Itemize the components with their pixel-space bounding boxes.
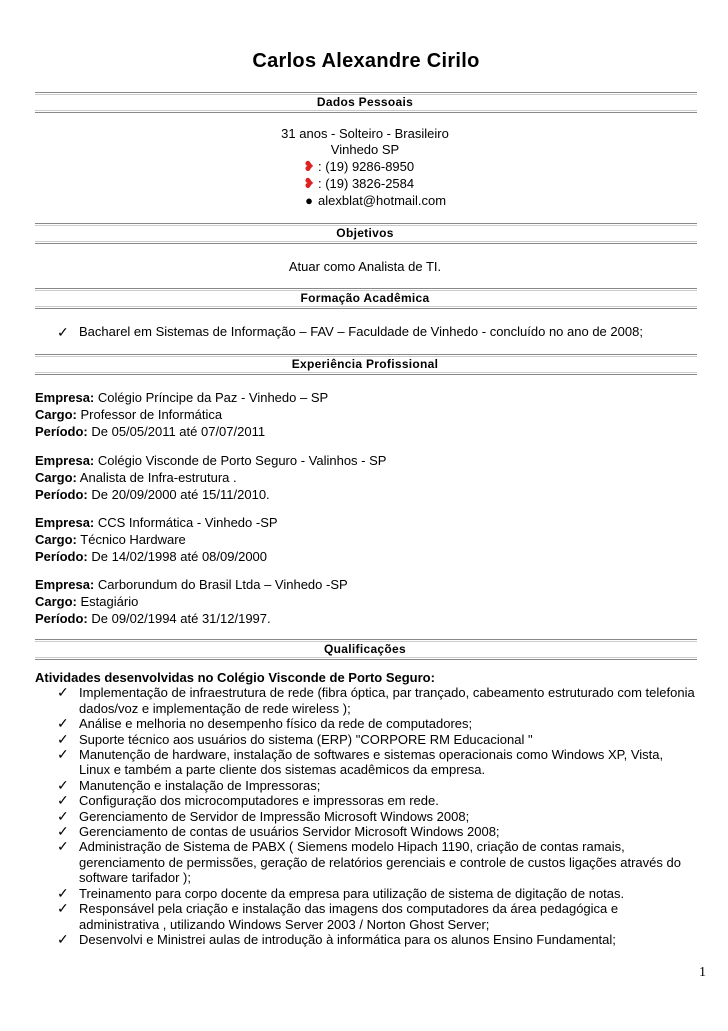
checkmark-icon: ✓ [57,730,69,747]
section-header-formacao [35,288,697,309]
job-period-line [35,548,278,565]
list-item [35,747,697,778]
section-title: Formação Acadêmica [300,291,430,305]
periodo-label: Período: [35,549,88,564]
period-text: De 14/02/1998 até 08/09/2000 [91,549,268,564]
empresa-label: Empresa: [35,453,95,468]
checkmark-icon: ✓ [57,324,69,340]
empresa-label: Empresa: [35,577,95,592]
cargo-label: Cargo: [35,532,77,547]
empresa-label: Empresa: [35,390,95,405]
qualification-text: Suporte técnico aos usuários do sistema (ERP) "CORPORE RM Educacional " [79,731,533,747]
qualification-text: Configuração dos microcomputadores e impressoras em rede. [79,793,439,809]
qualifications-block [35,670,697,947]
qualification-text: Gerenciamento de Servidor de Impressão Microsoft Windows 2008; [79,808,470,824]
job-period-line [35,610,348,627]
periodo-label: Período: [35,424,88,439]
job-role-line [35,469,386,486]
job-entry [35,452,386,503]
personal-summary: 31 anos - Solteiro - Brasileiro [281,126,449,141]
list-item [35,685,697,716]
section-header-objetivos [35,223,697,244]
job-role-line [35,406,328,423]
list-item [35,824,697,839]
phone-icon: ❥ [303,158,315,174]
list-item [35,839,697,885]
qualification-text: Responsável pela criação e instalação das imagens dos computadores da área pedagógica e administrativa , utilizando Windows Server 2003 / Norton Ghost Server; [79,901,619,932]
section-title: Dados Pessoais [316,95,414,109]
job-entry [35,389,328,440]
job-company-line [35,576,348,593]
checkmark-icon: ✓ [57,792,69,809]
objective-text: Atuar como Analista de TI. [288,259,442,274]
job-role-line [35,593,348,610]
checkmark-icon: ✓ [57,776,69,793]
checkmark-icon: ✓ [57,930,69,947]
qualification-text: Desenvolvi e Ministrei aulas de introdução à informática para os alunos Ensino Fundamental; [79,931,616,947]
job-company-line [35,514,278,531]
job-entry [35,576,348,627]
education-list [35,324,697,340]
qualification-text: Manutenção de hardware, instalação de softwares e sistemas operacionais como Windows XP, Vista, Linux e também a parte cliente dos sistemas acadêmicos da empresa. [79,747,664,778]
checkmark-icon: ✓ [57,823,69,840]
period-text: De 09/02/1994 até 31/12/1997. [91,611,271,626]
email-row [300,193,446,208]
checkmark-icon: ✓ [57,684,69,701]
phone-row-1 [300,158,414,175]
qualifications-list [35,685,697,947]
company-name: Carborundum do Brasil Ltda – Vinhedo -SP [97,577,348,592]
job-company-line [35,452,386,469]
checkmark-icon: ✓ [57,807,69,824]
section-title: Objetivos [336,226,394,240]
checkmark-icon: ✓ [57,838,69,855]
list-item [35,793,697,808]
phone-number: : (19) 9286-8950 [318,159,415,174]
cargo-label: Cargo: [35,470,77,485]
role-name: Professor de Informática [80,407,223,422]
list-item [35,809,697,824]
list-item [35,732,697,747]
company-name: Colégio Príncipe da Paz - Vinhedo – SP [97,390,329,405]
section-header-experiencia [35,354,697,375]
period-text: De 05/05/2011 até 07/07/2011 [91,424,266,439]
list-item [35,716,697,731]
list-item [35,324,697,340]
phone-row-2 [300,175,414,192]
qualification-text: Gerenciamento de contas de usuários Servidor Microsoft Windows 2008; [79,824,500,840]
company-name: Colégio Visconde de Porto Seguro - Valinhos - SP [97,453,387,468]
periodo-label: Período: [35,487,88,502]
section-header-dados-pessoais [35,92,697,113]
list-item [35,932,697,947]
job-period-line [35,486,386,503]
checkmark-icon: ✓ [57,884,69,901]
job-entry [35,514,278,565]
checkmark-icon: ✓ [57,715,69,732]
period-text: De 20/09/2000 até 15/11/2010. [91,487,270,502]
qualifications-title: Atividades desenvolvidas no Colégio Visconde de Porto Seguro: [35,670,435,685]
periodo-label: Período: [35,611,88,626]
section-title: Qualificações [324,642,406,656]
role-name: Analista de Infra-estrutura . [79,470,237,485]
bullet-icon: ● [305,193,313,208]
checkmark-icon: ✓ [57,746,69,763]
role-name: Técnico Hardware [80,532,186,547]
list-item [35,886,697,901]
cargo-label: Cargo: [35,594,77,609]
job-period-line [35,423,328,440]
qualification-text: Administração de Sistema de PABX ( Siemens modelo Hipach 1190, criação de contas ramais, gerenciamento de permissões, geração de relatórios gerenciais e controle de custos ligações através do software tarifador ); [79,839,681,886]
list-item [35,901,697,932]
checkmark-icon: ✓ [57,900,69,917]
qualification-text: Análise e melhoria no desempenho físico da rede de computadores; [79,716,473,732]
qualification-text: Manutenção e instalação de Impressoras; [79,777,321,793]
phone-icon: ❥ [303,175,315,191]
personal-city: Vinhedo SP [330,142,400,157]
section-title: Experiência Profissional [291,357,439,371]
page-number: 1 [699,965,706,980]
company-name: CCS Informática - Vinhedo -SP [97,515,278,530]
phone-number: : (19) 3826-2584 [318,176,415,191]
job-company-line [35,389,328,406]
candidate-name: Carlos Alexandre Cirilo [252,50,480,72]
education-text: Bacharel em Sistemas de Informação – FAV – Faculdade de Vinhedo - concluído no ano de 2008; [79,324,643,339]
empresa-label: Empresa: [35,515,95,530]
qualification-text: Treinamento para corpo docente da empresa para utilização de sistema de digitação de notas. [79,885,625,901]
email-address[interactable]: alexblat@hotmail.com [318,193,447,208]
section-header-qualificacoes [35,639,697,660]
list-item [35,778,697,793]
job-role-line [35,531,278,548]
qualification-text: Implementação de infraestrutura de rede (fibra óptica, par trançado, cabeamento estruturado com telefonia dados/voz e implementação de rede wireless ); [79,685,695,716]
role-name: Estagiário [80,594,139,609]
cargo-label: Cargo: [35,407,77,422]
